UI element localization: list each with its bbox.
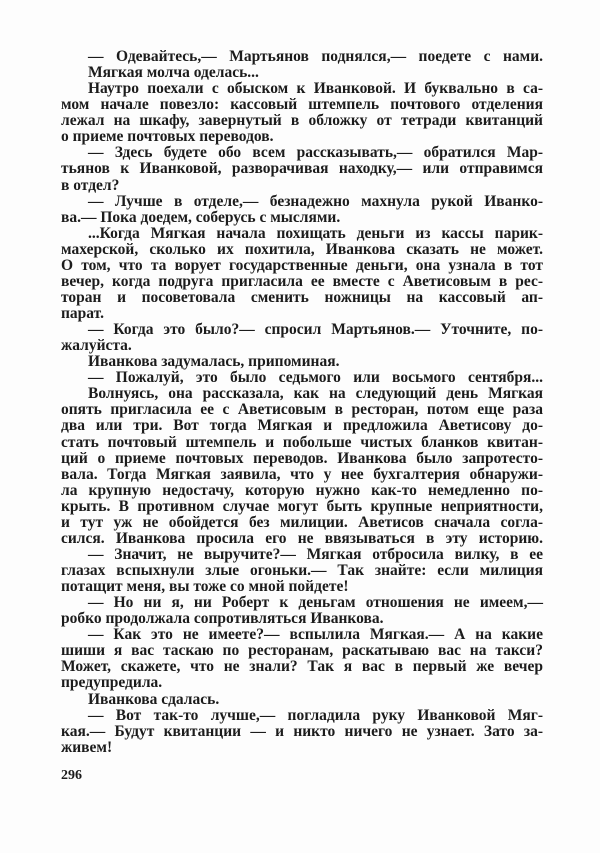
body-text (61, 49, 543, 756)
text-line: шиши я вас таскаю по ресторанам, раскатываю вас на такси? (61, 642, 543, 660)
text-line: парат. (61, 305, 104, 322)
text-line: Наутро поехали с обыском к Иванковой. И буквально в са- (88, 80, 543, 98)
text-line: — Одевайтесь,— Мартьянов поднялся,— поедете с нами. (88, 48, 543, 65)
text-line: — Здесь будете обо всем рассказывать,— обратился Мар- (88, 144, 543, 162)
text-line: — Когда это было?— спросил Мартьянов.— Уточните, по- (88, 321, 543, 339)
text-line: — Значит, не выручите?— Мягкая отбросила вилку, в ее (88, 545, 543, 563)
text-line: — Вот так-то лучше,— погладила руку Иванковой Мяг- (88, 706, 543, 724)
text-line: два или три. Вот тогда Мягкая и предложила Аветисову до- (61, 417, 543, 435)
text-line: Иванкова сдалась. (88, 690, 220, 708)
text-line: робко продолжала сопротивляться Иванкова. (61, 610, 384, 628)
text-line: и тут уж не обойдется без милиции. Аветисов сначала согла- (61, 513, 543, 531)
text-line: ...Когда Мягкая начала похищать деньги из кассы парик- (88, 224, 543, 242)
text-line: торан и посоветовала сменить ножницы на кассовый ап- (61, 288, 543, 306)
text-line: Волнуясь, она рассказала, как на следующий день Мягкая (88, 385, 543, 403)
text-line: стать почтовый штемпель и побольше чистых бланков квитан- (61, 433, 543, 451)
text-line: — Лучше в отделе,— безнадежно махнула рукой Иванко- (88, 192, 543, 210)
text-line: ций о приеме почтовых переводов. Иванкова было запротесто- (61, 449, 543, 467)
text-line: вечер, когда подруга пригласила ее вместе с Аветисовым в рес- (61, 272, 543, 290)
text-line: сился. Иванкова просила его не ввязываться в эту историю. (61, 529, 543, 547)
text-line: потащит меня, вы тоже со мной пойдете! (61, 578, 349, 596)
text-line: ва.— Пока доедем, соберусь с мыслями. (61, 208, 341, 226)
text-line: лежал на шкафу, завернутый в обложку от тетради квитанций (61, 112, 543, 130)
text-line: глазах вспыхнули злые огоньки.— Так знайте: если милиция (61, 562, 543, 579)
text-line: вала. Тогда Мягкая заявила, что у нее бухгалтерия обнаружи- (61, 465, 543, 483)
page-number: 296 (61, 768, 82, 783)
text-line: О том, что та ворует государственные деньги, она узнала в тот (61, 256, 543, 274)
text-line: жалуйста. (61, 337, 132, 355)
text-line: в отдел? (61, 176, 120, 194)
text-line: тьянов к Иванковой, разворачивая находку,— или отправимся (61, 160, 543, 178)
text-line: крыть. В противном случае могут быть крупные неприятности, (61, 497, 543, 515)
text-line: — Но ни я, ни Роберт к деньгам отношения не имеем,— (88, 594, 543, 612)
text-line: Иванкова задумалась, припоминая. (88, 353, 340, 371)
text-line: махерской, сколько их похитила, Иванкова сказать не может. (61, 240, 543, 258)
text-line: ла крупную недостачу, которую нужно как-то немедленно по- (61, 481, 543, 499)
text-line: — Как это не имеете?— вспылила Мягкая.— А на какие (88, 626, 543, 644)
text-line: кая.— Будут квитанции — и никто ничего не узнает. Зато за- (61, 722, 543, 740)
text-line: Может, скажете, что не знали? Так я вас в первый же вечер (61, 658, 543, 676)
text-line: предупредила. (61, 674, 163, 692)
text-line: опять пригласила ее с Аветисовым в ресторан, потом еще раза (61, 401, 543, 419)
text-line: Мягкая молча оделась... (88, 64, 259, 82)
text-line: о приеме почтовых переводов. (61, 128, 274, 146)
text-line: мом начале повезло: кассовый штемпель почтового отделения (61, 96, 543, 114)
text-line: живем! (61, 738, 113, 756)
text-line: — Пожалуй, это было седьмого или восьмого сентября... (88, 369, 543, 387)
